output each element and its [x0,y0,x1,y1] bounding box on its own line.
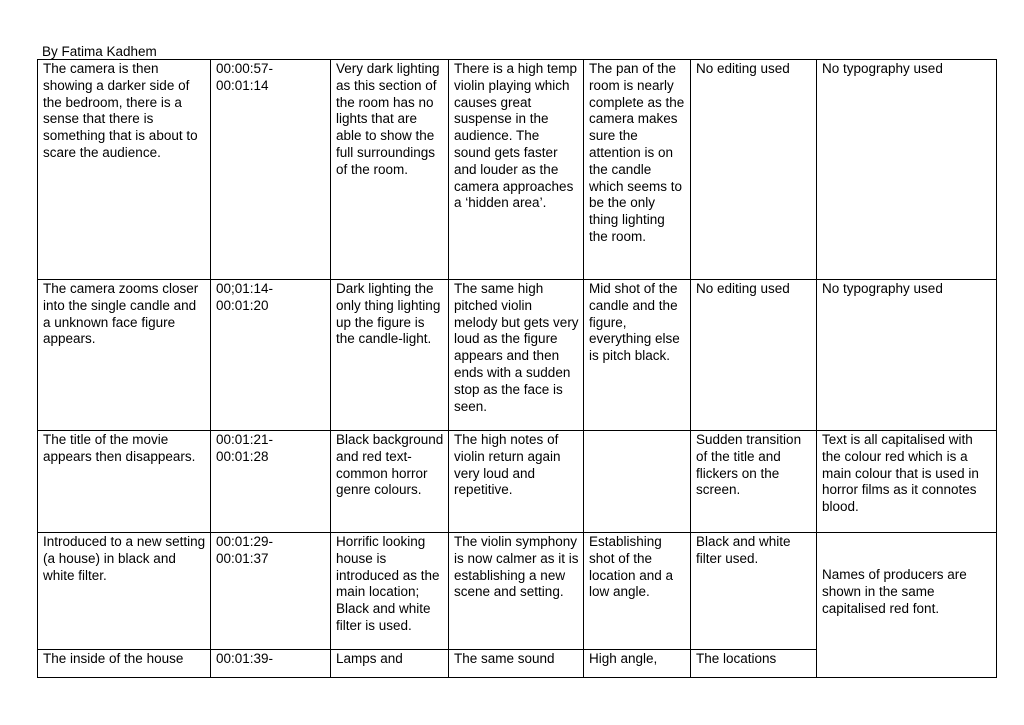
sound-cell: The same sound [449,650,584,678]
timing-cell: 00:01:21- 00:01:28 [211,431,331,533]
typography-cell [817,533,997,678]
table-row [38,431,997,533]
table-row [38,60,997,280]
description-cell: The camera is then showing a darker side of the bedroom, there is a sense that there is something that is about to scare the audience. [38,60,211,280]
timing-cell: 00:01:29- 00:01:37 [211,533,331,650]
timing-cell: 00:01:39- [211,650,331,678]
table-row [38,533,997,650]
sound-cell: The violin symphony is now calmer as it is establishing a new scene and setting. [449,533,584,650]
description-cell: The title of the movie appears then disappears. [38,431,211,533]
description-cell: The inside of the house [38,650,211,678]
typography-cell: No typography used [817,280,997,431]
editing-cell: Sudden transition of the title and flickers on the screen. [691,431,817,533]
timing-cell: 00:00:57- 00:01:14 [211,60,331,280]
lighting-cell: Very dark lighting as this section of the room has no lights that are able to show the full surroundings of the room. [331,60,449,280]
description-cell: Introduced to a new setting (a house) in black and white filter. [38,533,211,650]
camera-cell: Establishing shot of the location and a low angle. [584,533,691,650]
lighting-cell: Dark lighting the only thing lighting up the figure is the candle-light. [331,280,449,431]
camera-cell: Mid shot of the candle and the figure, everything else is pitch black. [584,280,691,431]
editing-cell: No editing used [691,60,817,280]
editing-cell: The locations [691,650,817,678]
camera-cell: High angle, [584,650,691,678]
lighting-cell: Lamps and [331,650,449,678]
sound-cell: The same high pitched violin melody but gets very loud as the figure appears and then ends with a sudden stop as the face is seen. [449,280,584,431]
timing-cell: 00;01:14- 00:01:20 [211,280,331,431]
typography-cell: Text is all capitalised with the colour red which is a main colour that is used in horror films as it connotes blood. [817,431,997,533]
lighting-cell: Horrific looking house is introduced as the main location; Black and white filter is used. [331,533,449,650]
camera-cell [584,431,691,533]
description-cell: The camera zooms closer into the single candle and a unknown face figure appears. [38,280,211,431]
typography-text: Names of producers are shown in the same capitalised red font. [822,567,967,616]
sound-cell: There is a high temp violin playing which causes great suspense in the audience. The sound gets faster and louder as the camera approaches a ‘hidden area’. [449,60,584,280]
editing-cell: No editing used [691,280,817,431]
camera-cell: The pan of the room is nearly complete as the camera makes sure the attention is on the candle which seems to be the only thing lighting the room. [584,60,691,280]
table-row [38,280,997,431]
document-author: By Fatima Kadhem [42,44,157,59]
typography-cell: No typography used [817,60,997,280]
shot-analysis-table [37,59,997,678]
editing-cell: Black and white filter used. [691,533,817,650]
lighting-cell: Black background and red text- common horror genre colours. [331,431,449,533]
sound-cell: The high notes of violin return again very loud and repetitive. [449,431,584,533]
